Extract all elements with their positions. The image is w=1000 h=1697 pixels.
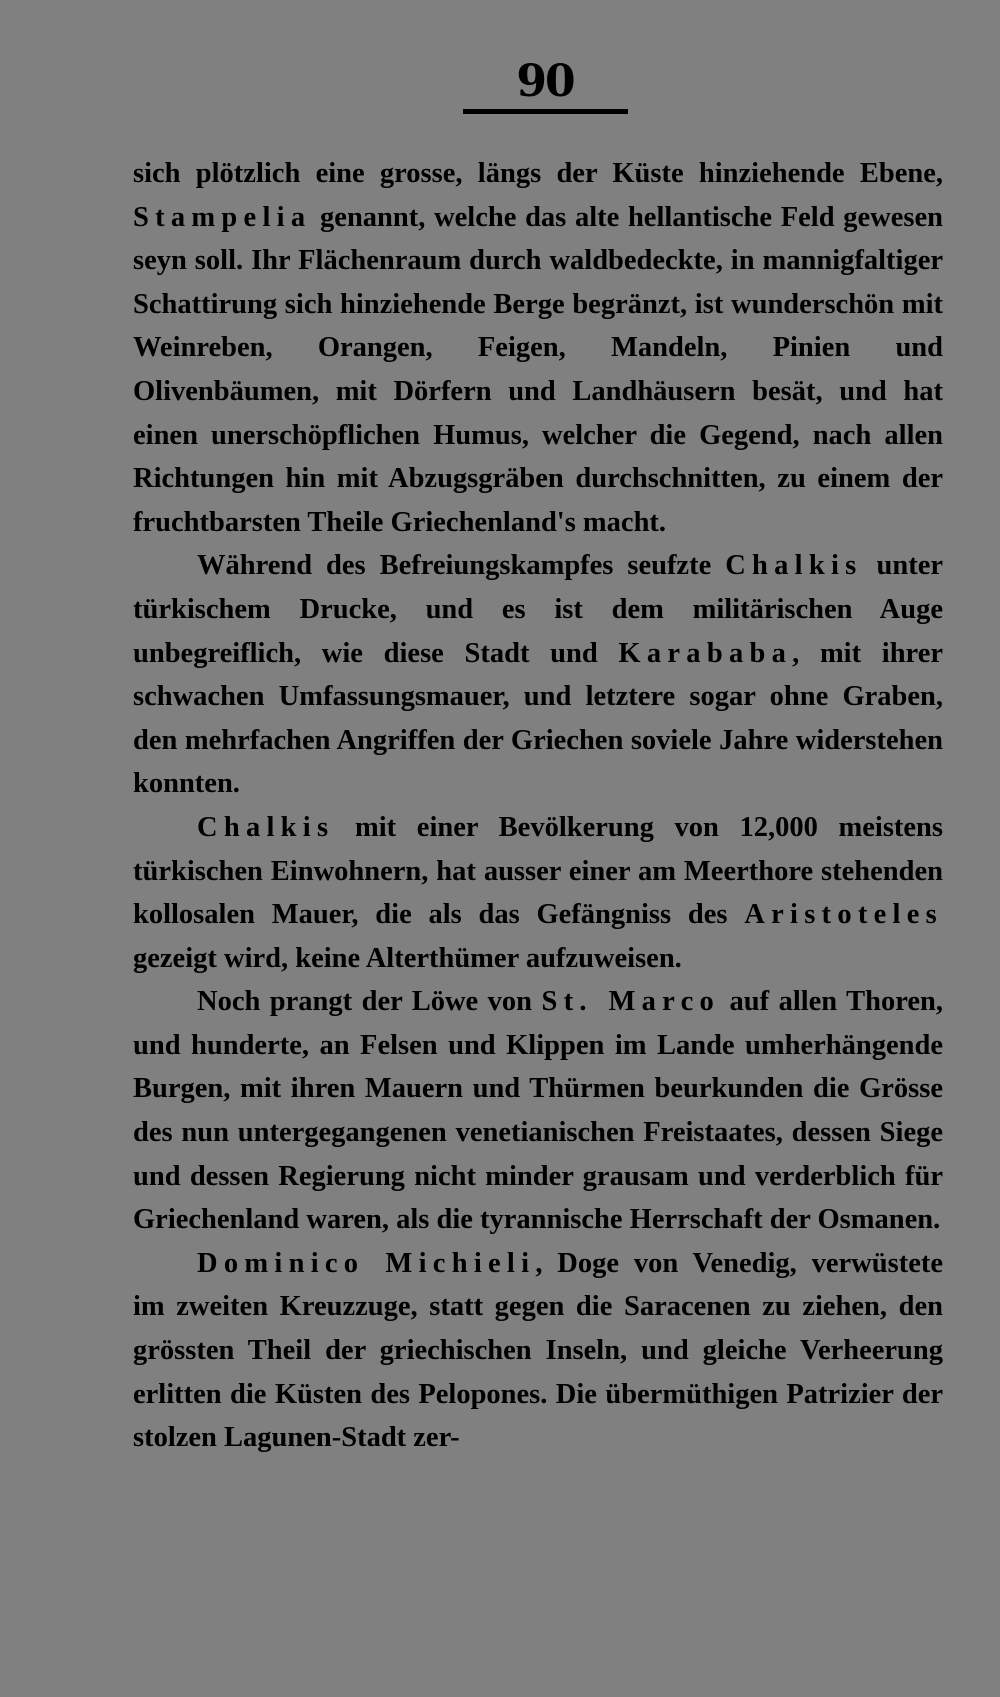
paragraph-1 bbox=[133, 152, 943, 544]
text-segment: , mit ihrer schwachen Umfassungsmauer, und letztere sogar ohne Graben, den mehrfachen Angriffen der Griechen soviele Jahre widerstehen konnten. bbox=[133, 637, 943, 800]
text-segment: Während des Befreiungskampfes seufzte bbox=[197, 550, 726, 582]
text-segment: sich plötzlich eine grosse, längs der Küste hinziehende Ebene, bbox=[133, 158, 943, 189]
spaced-name: Dominico Michieli bbox=[197, 1247, 536, 1279]
spaced-name: St. Marco bbox=[541, 986, 721, 1018]
paragraph-5 bbox=[133, 1242, 943, 1460]
spaced-name: Stampelia bbox=[133, 201, 312, 233]
page-number: 90 bbox=[516, 56, 574, 107]
header-rule bbox=[463, 109, 628, 114]
text-segment: auf allen Thoren, und hunderte, an Felsen und Klippen im Lande umherhängende Burgen, mit ihren Mauern und Thürmen beurkunden die Grösse des nun untergegangenen venetianischen Freistaates, dessen Siege und dessen Regierung nicht minder grausam und verderblich für Griechenland waren, als die tyrannische Herrschaft der Osmanen. bbox=[133, 986, 943, 1236]
text-segment: unter türkischem Drucke, und es ist dem militärischen Auge unbegreiflich, wie diese Stadt und bbox=[133, 550, 943, 669]
spaced-name: Chalkis bbox=[197, 811, 335, 843]
paragraph-4 bbox=[133, 980, 943, 1242]
text-segment: gezeigt wird, keine Alterthümer aufzuweisen. bbox=[133, 942, 682, 974]
text-segment: genannt, welche das alte hellantische Feld gewesen seyn soll. Ihr Flächenraum durch waldbedeckte, in mannigfaltiger Schattirung sich hinziehende Berge begränzt, ist wunderschön mit Weinreben, Orangen, Feigen, Mandeln, Pinien und Olivenbäumen, mit Dörfern und Landhäusern besät, und hat einen unerschöpflichen Humus, welcher die Gegend, nach allen Richtungen hin mit Abzugsgräben durchschnitten, zu einem der fruchtbarsten Theile Griechenland's macht. bbox=[133, 201, 943, 538]
body-text bbox=[133, 152, 943, 1460]
spaced-name: Chalkis bbox=[725, 550, 863, 582]
text-segment: Noch prangt der Löwe von bbox=[197, 986, 542, 1018]
paragraph-2 bbox=[133, 544, 943, 806]
text-segment: , Doge von Venedig, verwüstete im zweiten Kreuzzuge, statt gegen die Saracenen zu ziehen, den grössten Theil der griechischen Inseln, und gleiche Verheerung erlitten die Küsten des Pelopones. Die übermüthigen Patrizier der stolzen Lagunen-Stadt zer- bbox=[133, 1247, 943, 1454]
spaced-name: Aristoteles bbox=[744, 899, 943, 931]
paragraph-3 bbox=[133, 806, 943, 980]
spaced-name: Karababa bbox=[618, 637, 793, 669]
text-segment: mit einer Bevölkerung von 12,000 meistens türkischen Einwohnern, hat ausser einer am Meerthore stehenden kollosalen Mauer, die als das Gefängniss des bbox=[133, 811, 943, 931]
